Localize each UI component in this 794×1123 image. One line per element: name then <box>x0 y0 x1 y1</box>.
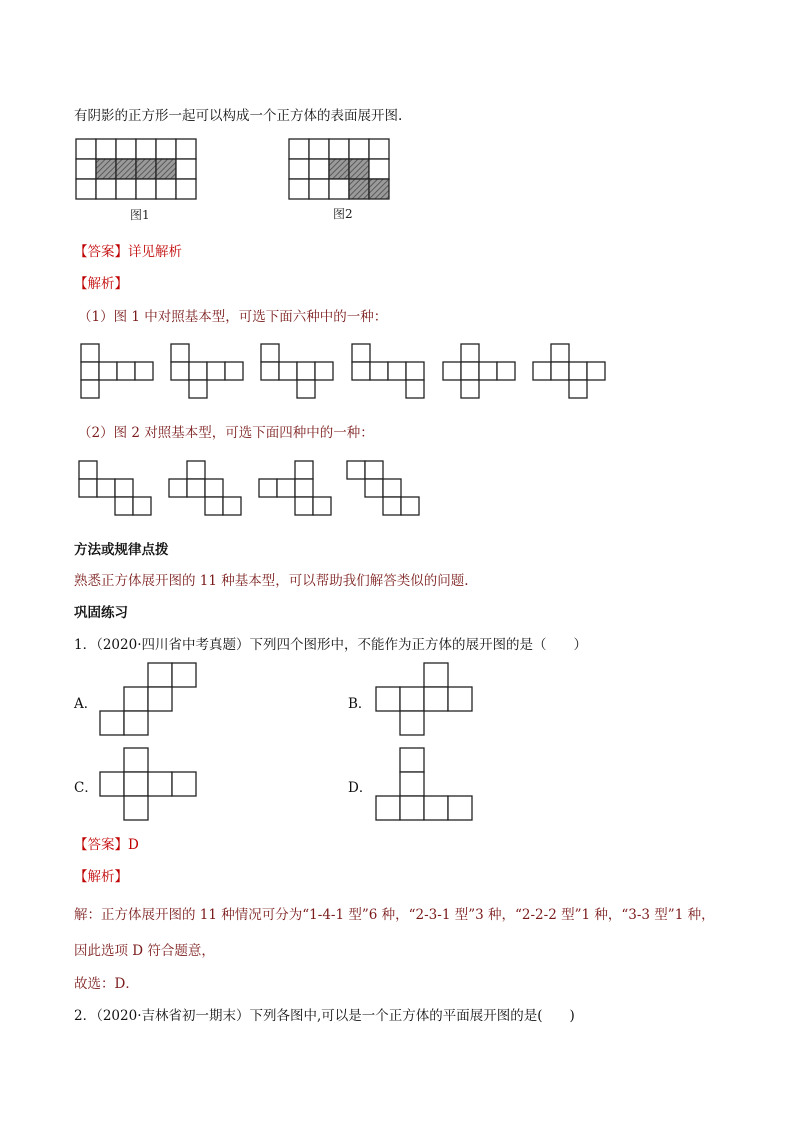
net-square <box>148 772 172 796</box>
net-square <box>383 497 401 515</box>
net-square <box>587 362 605 380</box>
net-square <box>117 362 135 380</box>
net-square <box>551 362 569 380</box>
net-square <box>309 159 329 179</box>
answer-tag: 【答案】 <box>74 837 128 853</box>
net-row-1 <box>80 343 620 399</box>
net-square <box>297 380 315 398</box>
net-square <box>81 380 99 398</box>
net-square <box>406 380 424 398</box>
answer-text: 详见解析 <box>128 244 182 260</box>
net-square <box>96 179 116 199</box>
method-text: 熟悉正方体展开图的 11 种基本型，可以帮助我们解答类似的问题. <box>74 573 469 589</box>
net-square <box>124 687 148 711</box>
net-square <box>461 362 479 380</box>
net-square <box>313 497 331 515</box>
net-square <box>448 687 472 711</box>
net-square <box>171 344 189 362</box>
net-square <box>400 711 424 735</box>
net-square <box>295 497 313 515</box>
net-square <box>349 179 369 199</box>
net-square <box>383 479 401 497</box>
net-square <box>172 772 196 796</box>
figure-1-caption: 图1 <box>130 208 150 222</box>
question-1-text: 1．（2020·四川省中考真题）下列四个图形中，不能作为正方体的展开图的是（ ） <box>74 637 587 653</box>
net-square <box>448 796 472 820</box>
net-square <box>187 461 205 479</box>
question-1-solution-line-2: 因此选项 D 符合题意， <box>74 943 215 959</box>
net-square <box>461 380 479 398</box>
net-square <box>349 159 369 179</box>
intro-text: 有阴影的正方形一起可以构成一个正方体的表面展开图. <box>74 108 403 124</box>
net-square <box>207 362 225 380</box>
net-square <box>124 711 148 735</box>
net-square <box>424 796 448 820</box>
net-square <box>135 362 153 380</box>
net-square <box>79 479 97 497</box>
option-c-label: C． <box>74 780 98 796</box>
net-square <box>205 497 223 515</box>
net-square <box>148 663 172 687</box>
net-square <box>116 139 136 159</box>
net-square <box>388 362 406 380</box>
net-square <box>424 663 448 687</box>
net-square <box>309 139 329 159</box>
net-square <box>156 139 176 159</box>
net-square <box>329 179 349 199</box>
net-square <box>400 687 424 711</box>
net-square <box>400 772 424 796</box>
net-square <box>148 687 172 711</box>
option-c-net <box>100 748 200 824</box>
net-square <box>289 139 309 159</box>
net-square <box>479 362 497 380</box>
net-square <box>277 479 295 497</box>
net-square <box>115 497 133 515</box>
net-square <box>81 344 99 362</box>
net-square <box>259 479 277 497</box>
net-square <box>369 159 389 179</box>
net-square <box>172 663 196 687</box>
net-square <box>461 344 479 362</box>
net-square <box>99 362 117 380</box>
net-square <box>124 748 148 772</box>
net-square <box>189 380 207 398</box>
figure-2-grid <box>288 138 392 202</box>
net-square <box>376 687 400 711</box>
net-square <box>497 362 515 380</box>
net-square <box>205 479 223 497</box>
net-square <box>400 796 424 820</box>
net-square <box>406 362 424 380</box>
question-1-solution-line-3: 故选：D． <box>74 976 139 992</box>
net-square <box>352 344 370 362</box>
practice-heading: 巩固练习 <box>74 605 128 621</box>
net-square <box>171 362 189 380</box>
net-square <box>156 179 176 199</box>
net-square <box>315 362 333 380</box>
net-square <box>176 159 196 179</box>
net-square <box>289 179 309 199</box>
net-square <box>365 479 383 497</box>
net-square <box>76 139 96 159</box>
net-square <box>352 362 370 380</box>
net-square <box>223 497 241 515</box>
net-square <box>297 362 315 380</box>
option-b-net <box>376 663 476 739</box>
net-square <box>569 380 587 398</box>
question-2-text: 2．（2020·吉林省初一期末）下列各图中,可以是一个正方体的平面展开图的是( ) <box>74 1008 575 1024</box>
net-square <box>551 344 569 362</box>
net-square <box>365 461 383 479</box>
net-square <box>443 362 461 380</box>
example-analysis-tag: 【解析】 <box>74 276 128 292</box>
net-square <box>569 362 587 380</box>
method-heading: 方法或规律点拨 <box>74 542 169 558</box>
option-d-net <box>376 748 476 824</box>
net-square <box>76 159 96 179</box>
option-a-net <box>100 663 200 739</box>
answer-value: D <box>128 837 139 853</box>
net-square <box>309 179 329 199</box>
net-square <box>79 461 97 479</box>
net-square <box>136 159 156 179</box>
example-answer <box>74 240 182 260</box>
net-row-2 <box>78 460 458 518</box>
net-square <box>189 362 207 380</box>
net-square <box>349 139 369 159</box>
question-1-analysis-tag: 【解析】 <box>74 869 128 885</box>
net-square <box>115 479 133 497</box>
net-square <box>100 711 124 735</box>
net-square <box>295 479 313 497</box>
net-square <box>96 159 116 179</box>
net-square <box>124 796 148 820</box>
net-square <box>97 479 115 497</box>
net-square <box>295 461 313 479</box>
net-square <box>279 362 297 380</box>
net-square <box>116 179 136 199</box>
net-square <box>156 159 176 179</box>
net-square <box>100 772 124 796</box>
net-square <box>176 139 196 159</box>
figure-2-caption: 图2 <box>333 207 353 221</box>
answer-tag: 【答案】 <box>74 244 128 260</box>
net-square <box>424 687 448 711</box>
net-square <box>81 362 99 380</box>
net-square <box>329 139 349 159</box>
net-square <box>370 362 388 380</box>
net-square <box>261 344 279 362</box>
net-square <box>176 179 196 199</box>
part-1-text: （1）图 1 中对照基本型，可选下面六种中的一种： <box>78 309 388 325</box>
option-a-label: A． <box>74 696 98 712</box>
net-square <box>401 497 419 515</box>
net-square <box>136 139 156 159</box>
net-square <box>136 179 156 199</box>
question-1-solution-line-1: 解：正方体展开图的 11 种情况可分为“1-4-1 型”6 种，“2-3-1 型”3 种，“2-2-2 型”1 种，“3-3 型”1 种， <box>74 907 715 923</box>
question-1-answer <box>74 833 139 853</box>
net-square <box>96 139 116 159</box>
net-square <box>187 479 205 497</box>
option-b-label: B． <box>348 696 372 712</box>
net-square <box>116 159 136 179</box>
net-square <box>289 159 309 179</box>
net-square <box>225 362 243 380</box>
option-d-label: D． <box>348 780 373 796</box>
figure-1-grid <box>75 138 199 202</box>
net-square <box>133 497 151 515</box>
net-square <box>376 796 400 820</box>
net-square <box>124 772 148 796</box>
part-2-text: （2）图 2 对照基本型，可选下面四种中的一种： <box>78 425 374 441</box>
net-square <box>261 362 279 380</box>
net-square <box>347 461 365 479</box>
net-square <box>369 139 389 159</box>
net-square <box>533 362 551 380</box>
net-square <box>400 748 424 772</box>
net-square <box>76 179 96 199</box>
net-square <box>329 159 349 179</box>
net-square <box>169 479 187 497</box>
net-square <box>369 179 389 199</box>
